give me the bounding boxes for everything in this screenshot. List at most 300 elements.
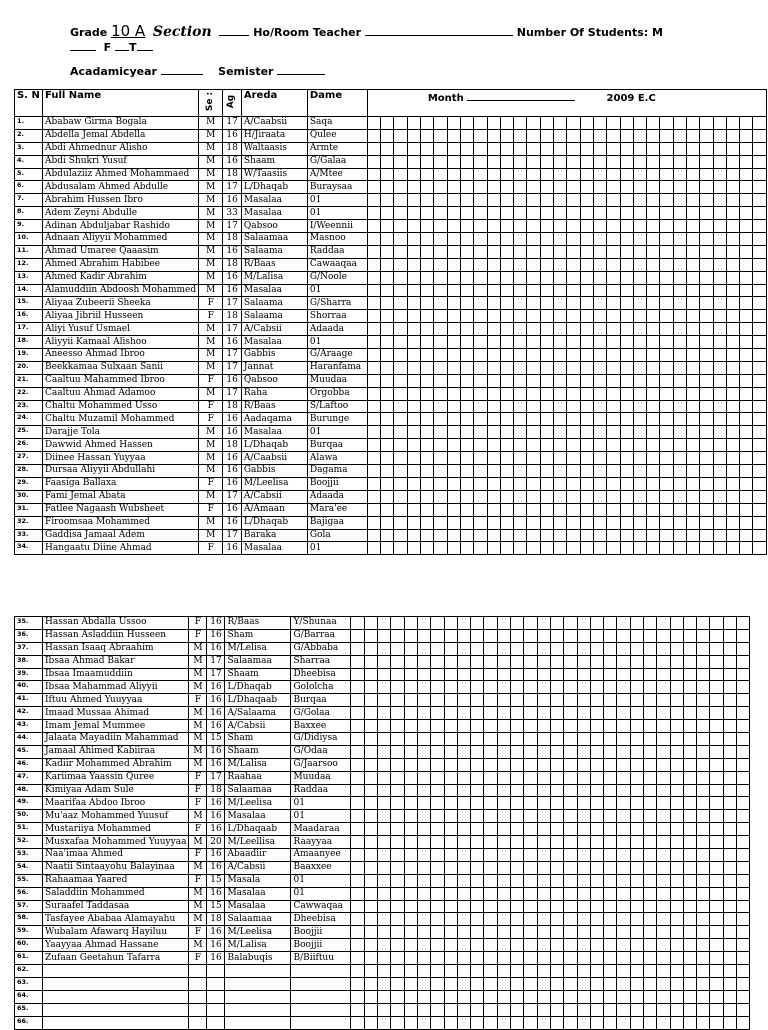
attendance-cell[interactable] [567,426,580,439]
attendance-cell[interactable] [580,323,593,336]
attendance-cell[interactable] [607,542,620,555]
attendance-cell[interactable] [487,181,500,194]
attendance-cell[interactable] [394,465,407,478]
attendance-cell[interactable] [391,668,404,681]
attendance-cell[interactable] [647,155,660,168]
attendance-cell[interactable] [537,810,550,823]
attendance-cell[interactable] [593,207,606,220]
attendance-cell[interactable] [434,142,447,155]
attendance-cell[interactable] [447,465,460,478]
attendance-cell[interactable] [407,361,420,374]
attendance-cell[interactable] [487,168,500,181]
attendance-cell[interactable] [620,490,633,503]
attendance-cell[interactable] [447,400,460,413]
attendance-cell[interactable] [487,207,500,220]
attendance-cell[interactable] [378,965,391,978]
attendance-cell[interactable] [657,952,670,965]
attendance-cell[interactable] [567,336,580,349]
attendance-cell[interactable] [351,668,364,681]
attendance-cell[interactable] [447,503,460,516]
attendance-cell[interactable] [487,117,500,130]
attendance-cell[interactable] [484,977,497,990]
attendance-cell[interactable] [673,349,686,362]
attendance-cell[interactable] [447,155,460,168]
attendance-cell[interactable] [670,733,683,746]
attendance-cell[interactable] [434,490,447,503]
teacher-blank[interactable] [365,25,513,36]
attendance-cell[interactable] [500,413,513,426]
attendance-cell[interactable] [460,194,473,207]
attendance-cell[interactable] [630,733,643,746]
attendance-cell[interactable] [580,361,593,374]
attendance-cell[interactable] [421,117,434,130]
attendance-cell[interactable] [550,797,563,810]
attendance-cell[interactable] [524,745,537,758]
attendance-cell[interactable] [577,874,590,887]
attendance-cell[interactable] [723,1016,736,1029]
attendance-cell[interactable] [697,771,710,784]
attendance-cell[interactable] [647,400,660,413]
attendance-cell[interactable] [364,797,377,810]
attendance-cell[interactable] [381,117,394,130]
attendance-cell[interactable] [647,271,660,284]
attendance-cell[interactable] [617,707,630,720]
attendance-cell[interactable] [391,681,404,694]
attendance-cell[interactable] [550,720,563,733]
attendance-cell[interactable] [620,413,633,426]
attendance-cell[interactable] [460,516,473,529]
attendance-cell[interactable] [457,900,470,913]
attendance-cell[interactable] [527,336,540,349]
attendance-cell[interactable] [753,452,766,465]
attendance-cell[interactable] [364,900,377,913]
attendance-cell[interactable] [554,155,567,168]
attendance-cell[interactable] [500,297,513,310]
attendance-cell[interactable] [550,952,563,965]
attendance-cell[interactable] [444,823,457,836]
attendance-cell[interactable] [647,439,660,452]
attendance-cell[interactable] [447,310,460,323]
attendance-cell[interactable] [700,503,713,516]
attendance-cell[interactable] [431,745,444,758]
attendance-cell[interactable] [580,284,593,297]
attendance-cell[interactable] [713,258,726,271]
attendance-cell[interactable] [474,361,487,374]
attendance-cell[interactable] [726,400,739,413]
attendance-cell[interactable] [457,617,470,630]
attendance-cell[interactable] [647,387,660,400]
attendance-cell[interactable] [554,387,567,400]
attendance-cell[interactable] [647,361,660,374]
attendance-cell[interactable] [421,297,434,310]
attendance-cell[interactable] [471,733,484,746]
attendance-cell[interactable] [364,1003,377,1016]
attendance-cell[interactable] [670,952,683,965]
attendance-cell[interactable] [527,490,540,503]
attendance-cell[interactable] [471,642,484,655]
attendance-cell[interactable] [657,642,670,655]
attendance-cell[interactable] [407,465,420,478]
attendance-cell[interactable] [404,965,417,978]
attendance-cell[interactable] [487,400,500,413]
attendance-cell[interactable] [737,900,750,913]
attendance-cell[interactable] [726,426,739,439]
attendance-cell[interactable] [444,681,457,694]
attendance-cell[interactable] [726,323,739,336]
attendance-cell[interactable] [378,990,391,1003]
attendance-cell[interactable] [644,926,657,939]
attendance-cell[interactable] [434,336,447,349]
attendance-cell[interactable] [577,771,590,784]
attendance-cell[interactable] [554,258,567,271]
attendance-cell[interactable] [657,771,670,784]
attendance-cell[interactable] [391,758,404,771]
attendance-cell[interactable] [723,655,736,668]
attendance-cell[interactable] [686,477,699,490]
attendance-cell[interactable] [607,129,620,142]
attendance-cell[interactable] [550,1003,563,1016]
attendance-cell[interactable] [500,142,513,155]
attendance-cell[interactable] [737,939,750,952]
attendance-cell[interactable] [726,516,739,529]
attendance-cell[interactable] [484,1003,497,1016]
attendance-cell[interactable] [580,400,593,413]
attendance-cell[interactable] [604,849,617,862]
attendance-cell[interactable] [444,694,457,707]
attendance-cell[interactable] [713,529,726,542]
attendance-cell[interactable] [657,913,670,926]
attendance-cell[interactable] [753,194,766,207]
attendance-cell[interactable] [431,758,444,771]
attendance-cell[interactable] [417,887,430,900]
attendance-cell[interactable] [673,168,686,181]
attendance-cell[interactable] [537,887,550,900]
attendance-cell[interactable] [753,258,766,271]
attendance-cell[interactable] [434,374,447,387]
attendance-cell[interactable] [391,642,404,655]
attendance-cell[interactable] [593,490,606,503]
attendance-cell[interactable] [644,733,657,746]
attendance-cell[interactable] [421,258,434,271]
attendance-cell[interactable] [351,849,364,862]
attendance-cell[interactable] [527,220,540,233]
attendance-cell[interactable] [567,271,580,284]
attendance-cell[interactable] [487,155,500,168]
attendance-cell[interactable] [381,181,394,194]
attendance-cell[interactable] [527,310,540,323]
attendance-cell[interactable] [644,861,657,874]
attendance-cell[interactable] [434,465,447,478]
attendance-cell[interactable] [723,694,736,707]
attendance-cell[interactable] [474,297,487,310]
attendance-cell[interactable] [700,142,713,155]
attendance-cell[interactable] [710,745,723,758]
attendance-cell[interactable] [564,642,577,655]
attendance-cell[interactable] [697,823,710,836]
attendance-cell[interactable] [593,374,606,387]
attendance-cell[interactable] [740,336,753,349]
attendance-cell[interactable] [527,439,540,452]
attendance-cell[interactable] [407,413,420,426]
attendance-cell[interactable] [447,233,460,246]
attendance-cell[interactable] [497,745,510,758]
attendance-cell[interactable] [554,117,567,130]
attendance-cell[interactable] [700,413,713,426]
attendance-cell[interactable] [683,836,696,849]
attendance-cell[interactable] [378,642,391,655]
attendance-cell[interactable] [527,542,540,555]
attendance-cell[interactable] [567,297,580,310]
attendance-cell[interactable] [683,771,696,784]
attendance-cell[interactable] [421,439,434,452]
attendance-cell[interactable] [500,374,513,387]
attendance-cell[interactable] [471,823,484,836]
attendance-cell[interactable] [723,771,736,784]
attendance-cell[interactable] [567,207,580,220]
attendance-cell[interactable] [644,939,657,952]
attendance-cell[interactable] [633,426,646,439]
attendance-cell[interactable] [580,129,593,142]
attendance-cell[interactable] [511,926,524,939]
attendance-cell[interactable] [500,284,513,297]
attendance-cell[interactable] [710,1016,723,1029]
attendance-cell[interactable] [367,361,380,374]
attendance-cell[interactable] [404,810,417,823]
attendance-cell[interactable] [710,784,723,797]
attendance-cell[interactable] [686,503,699,516]
attendance-cell[interactable] [421,374,434,387]
attendance-cell[interactable] [391,823,404,836]
attendance-cell[interactable] [378,861,391,874]
attendance-cell[interactable] [740,503,753,516]
attendance-cell[interactable] [710,681,723,694]
attendance-cell[interactable] [500,400,513,413]
attendance-cell[interactable] [577,836,590,849]
attendance-cell[interactable] [630,642,643,655]
attendance-cell[interactable] [670,629,683,642]
attendance-cell[interactable] [364,681,377,694]
attendance-cell[interactable] [431,1016,444,1029]
attendance-cell[interactable] [593,413,606,426]
attendance-cell[interactable] [617,990,630,1003]
attendance-cell[interactable] [394,439,407,452]
attendance-cell[interactable] [447,349,460,362]
attendance-cell[interactable] [527,117,540,130]
attendance-cell[interactable] [657,1016,670,1029]
attendance-cell[interactable] [404,849,417,862]
attendance-cell[interactable] [617,642,630,655]
attendance-cell[interactable] [367,400,380,413]
attendance-cell[interactable] [487,387,500,400]
attendance-cell[interactable] [391,887,404,900]
attendance-cell[interactable] [550,836,563,849]
attendance-cell[interactable] [431,733,444,746]
attendance-cell[interactable] [577,642,590,655]
attendance-cell[interactable] [511,823,524,836]
attendance-cell[interactable] [497,797,510,810]
attendance-cell[interactable] [484,668,497,681]
attendance-cell[interactable] [713,503,726,516]
attendance-cell[interactable] [683,965,696,978]
attendance-cell[interactable] [537,1003,550,1016]
attendance-cell[interactable] [593,220,606,233]
attendance-cell[interactable] [407,323,420,336]
attendance-cell[interactable] [633,155,646,168]
attendance-cell[interactable] [710,629,723,642]
attendance-cell[interactable] [540,361,553,374]
attendance-cell[interactable] [527,142,540,155]
attendance-cell[interactable] [471,861,484,874]
attendance-cell[interactable] [713,336,726,349]
attendance-cell[interactable] [647,336,660,349]
attendance-cell[interactable] [434,207,447,220]
attendance-cell[interactable] [351,784,364,797]
attendance-cell[interactable] [378,694,391,707]
attendance-cell[interactable] [564,629,577,642]
attendance-cell[interactable] [554,542,567,555]
attendance-cell[interactable] [590,694,603,707]
attendance-cell[interactable] [647,490,660,503]
attendance-cell[interactable] [474,258,487,271]
attendance-cell[interactable] [404,720,417,733]
attendance-cell[interactable] [686,220,699,233]
attendance-cell[interactable] [537,990,550,1003]
attendance-cell[interactable] [550,977,563,990]
attendance-cell[interactable] [540,207,553,220]
attendance-cell[interactable] [620,245,633,258]
attendance-cell[interactable] [431,861,444,874]
attendance-cell[interactable] [378,720,391,733]
attendance-cell[interactable] [431,784,444,797]
attendance-cell[interactable] [713,413,726,426]
attendance-cell[interactable] [644,758,657,771]
attendance-cell[interactable] [617,629,630,642]
attendance-cell[interactable] [564,1016,577,1029]
attendance-cell[interactable] [378,836,391,849]
attendance-cell[interactable] [364,707,377,720]
attendance-cell[interactable] [593,349,606,362]
attendance-cell[interactable] [630,784,643,797]
attendance-cell[interactable] [364,642,377,655]
attendance-cell[interactable] [447,452,460,465]
attendance-cell[interactable] [723,733,736,746]
attendance-cell[interactable] [474,271,487,284]
attendance-cell[interactable] [500,529,513,542]
attendance-cell[interactable] [524,733,537,746]
attendance-cell[interactable] [604,823,617,836]
attendance-cell[interactable] [713,284,726,297]
attendance-cell[interactable] [686,142,699,155]
attendance-cell[interactable] [700,452,713,465]
attendance-cell[interactable] [713,220,726,233]
attendance-cell[interactable] [670,655,683,668]
attendance-cell[interactable] [471,1016,484,1029]
attendance-cell[interactable] [686,245,699,258]
attendance-cell[interactable] [471,849,484,862]
attendance-cell[interactable] [457,965,470,978]
attendance-cell[interactable] [753,297,766,310]
attendance-cell[interactable] [630,681,643,694]
attendance-cell[interactable] [537,939,550,952]
attendance-cell[interactable] [737,771,750,784]
attendance-cell[interactable] [673,516,686,529]
attendance-cell[interactable] [394,220,407,233]
attendance-cell[interactable] [697,977,710,990]
attendance-cell[interactable] [474,426,487,439]
attendance-cell[interactable] [447,477,460,490]
attendance-cell[interactable] [644,887,657,900]
attendance-cell[interactable] [394,529,407,542]
attendance-cell[interactable] [630,745,643,758]
attendance-cell[interactable] [697,694,710,707]
attendance-cell[interactable] [444,926,457,939]
attendance-cell[interactable] [590,784,603,797]
attendance-cell[interactable] [567,181,580,194]
attendance-cell[interactable] [683,629,696,642]
attendance-cell[interactable] [617,900,630,913]
attendance-cell[interactable] [457,913,470,926]
attendance-cell[interactable] [564,952,577,965]
attendance-cell[interactable] [474,542,487,555]
attendance-cell[interactable] [726,413,739,426]
attendance-cell[interactable] [421,452,434,465]
attendance-cell[interactable] [670,617,683,630]
attendance-cell[interactable] [726,181,739,194]
attendance-cell[interactable] [753,490,766,503]
attendance-cell[interactable] [607,271,620,284]
attendance-cell[interactable] [630,874,643,887]
attendance-cell[interactable] [460,439,473,452]
attendance-cell[interactable] [670,990,683,1003]
attendance-cell[interactable] [381,374,394,387]
attendance-cell[interactable] [431,926,444,939]
attendance-cell[interactable] [404,861,417,874]
attendance-cell[interactable] [713,194,726,207]
attendance-cell[interactable] [564,861,577,874]
attendance-cell[interactable] [673,387,686,400]
attendance-cell[interactable] [421,413,434,426]
attendance-cell[interactable] [367,336,380,349]
attendance-cell[interactable] [686,400,699,413]
attendance-cell[interactable] [593,142,606,155]
attendance-cell[interactable] [660,452,673,465]
attendance-cell[interactable] [644,681,657,694]
attendance-cell[interactable] [670,642,683,655]
attendance-cell[interactable] [444,913,457,926]
attendance-cell[interactable] [564,681,577,694]
attendance-cell[interactable] [391,836,404,849]
attendance-cell[interactable] [460,452,473,465]
attendance-cell[interactable] [394,233,407,246]
attendance-cell[interactable] [753,284,766,297]
attendance-cell[interactable] [753,142,766,155]
attendance-cell[interactable] [511,1003,524,1016]
attendance-cell[interactable] [683,720,696,733]
attendance-cell[interactable] [407,155,420,168]
attendance-cell[interactable] [540,374,553,387]
attendance-cell[interactable] [737,707,750,720]
attendance-cell[interactable] [737,1016,750,1029]
attendance-cell[interactable] [460,258,473,271]
attendance-cell[interactable] [447,387,460,400]
attendance-cell[interactable] [434,529,447,542]
attendance-cell[interactable] [417,1003,430,1016]
attendance-cell[interactable] [644,720,657,733]
attendance-cell[interactable] [593,168,606,181]
attendance-cell[interactable] [460,323,473,336]
attendance-cell[interactable] [407,310,420,323]
attendance-cell[interactable] [514,400,527,413]
